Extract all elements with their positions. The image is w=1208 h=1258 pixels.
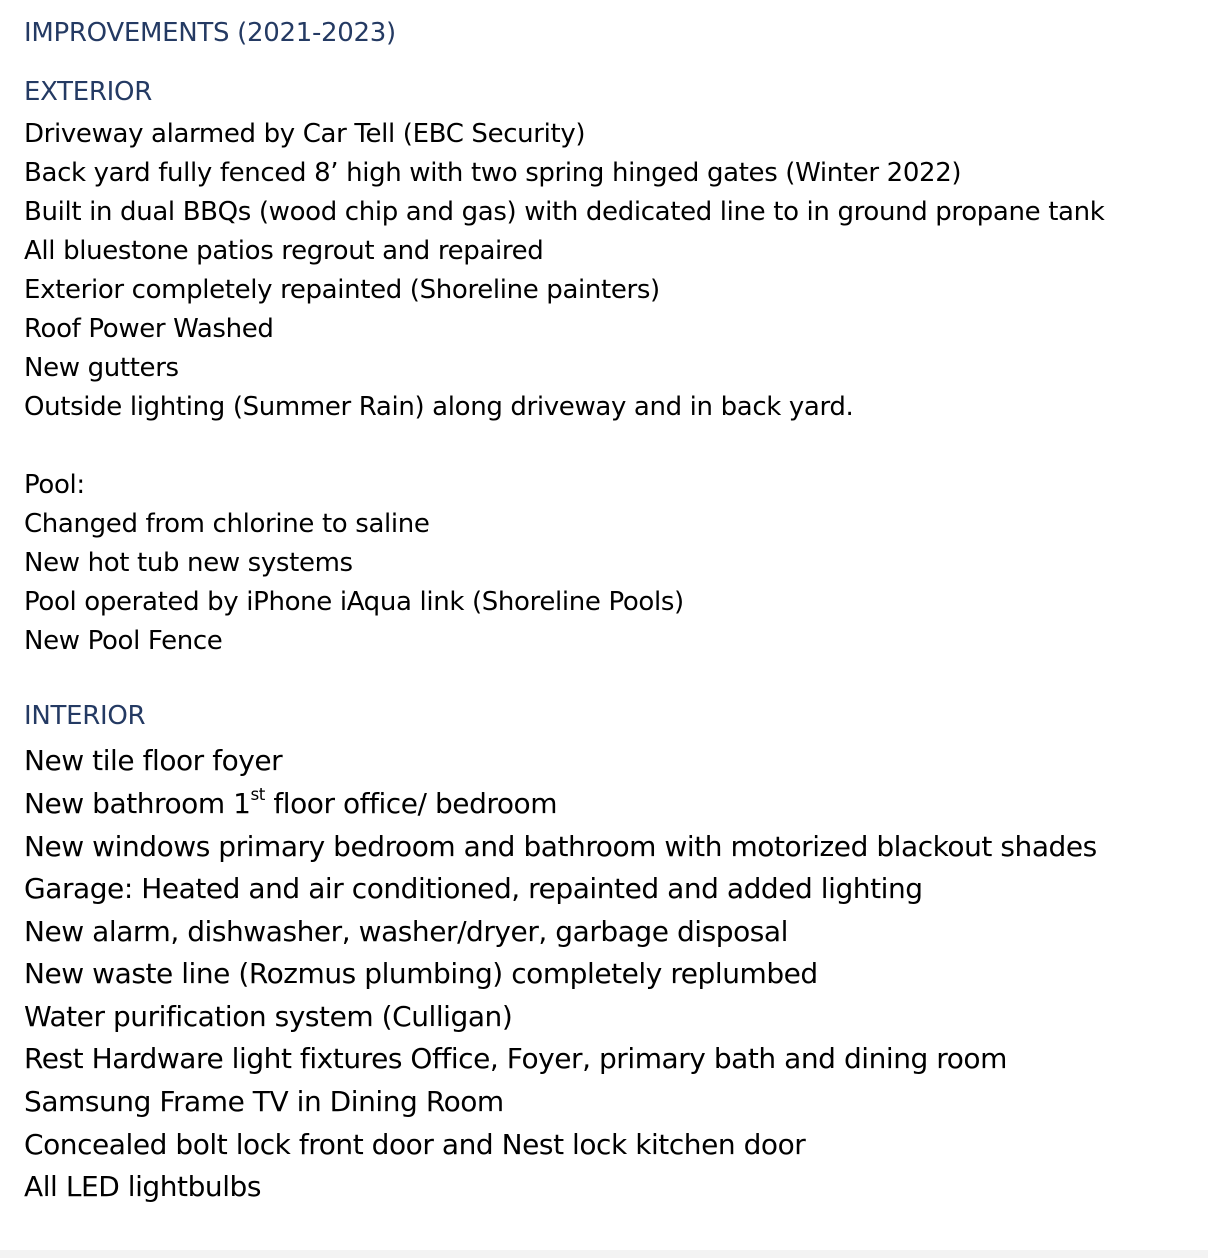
interior-item: New waste line (Rozmus plumbing) completely replumbed: [24, 957, 818, 990]
pool-item: New hot tub new systems: [24, 548, 353, 578]
interior-item-text: New bathroom 1: [24, 787, 251, 820]
interior-heading: INTERIOR: [24, 701, 146, 731]
interior-item: New alarm, dishwasher, washer/dryer, garbage disposal: [24, 915, 788, 948]
pool-heading: Pool:: [24, 470, 85, 500]
exterior-item: Outside lighting (Summer Rain) along driveway and in back yard.: [24, 392, 854, 422]
exterior-item: Back yard fully fenced 8’ high with two spring hinged gates (Winter 2022): [24, 158, 962, 188]
page-title: IMPROVEMENTS (2021-2023): [24, 18, 396, 48]
interior-item: Samsung Frame TV in Dining Room: [24, 1085, 504, 1118]
exterior-item: Built in dual BBQs (wood chip and gas) with dedicated line to in ground propane tank: [24, 197, 1105, 227]
page-bottom-edge: [0, 1250, 1208, 1258]
interior-item: Garage: Heated and air conditioned, repainted and added lighting: [24, 872, 923, 905]
exterior-item: All bluestone patios regrout and repaired: [24, 236, 544, 266]
interior-item: [24, 784, 558, 820]
interior-item: New tile floor foyer: [24, 744, 283, 777]
interior-item-text-suffix: floor office/ bedroom: [264, 787, 558, 820]
pool-item: Changed from chlorine to saline: [24, 509, 430, 539]
exterior-item: New gutters: [24, 353, 179, 383]
exterior-item: Exterior completely repainted (Shoreline painters): [24, 275, 660, 305]
exterior-item: Driveway alarmed by Car Tell (EBC Security): [24, 119, 586, 149]
exterior-heading: EXTERIOR: [24, 77, 152, 107]
interior-item: Rest Hardware light fixtures Office, Foyer, primary bath and dining room: [24, 1042, 1007, 1075]
interior-item: All LED lightbulbs: [24, 1170, 261, 1203]
interior-item: Concealed bolt lock front door and Nest lock kitchen door: [24, 1128, 806, 1161]
ordinal-suffix: st: [250, 784, 265, 805]
pool-item: New Pool Fence: [24, 626, 223, 656]
exterior-item: Roof Power Washed: [24, 314, 274, 344]
pool-item: Pool operated by iPhone iAqua link (Shoreline Pools): [24, 587, 684, 617]
interior-item: Water purification system (Culligan): [24, 1000, 513, 1033]
interior-item: New windows primary bedroom and bathroom with motorized blackout shades: [24, 830, 1097, 863]
